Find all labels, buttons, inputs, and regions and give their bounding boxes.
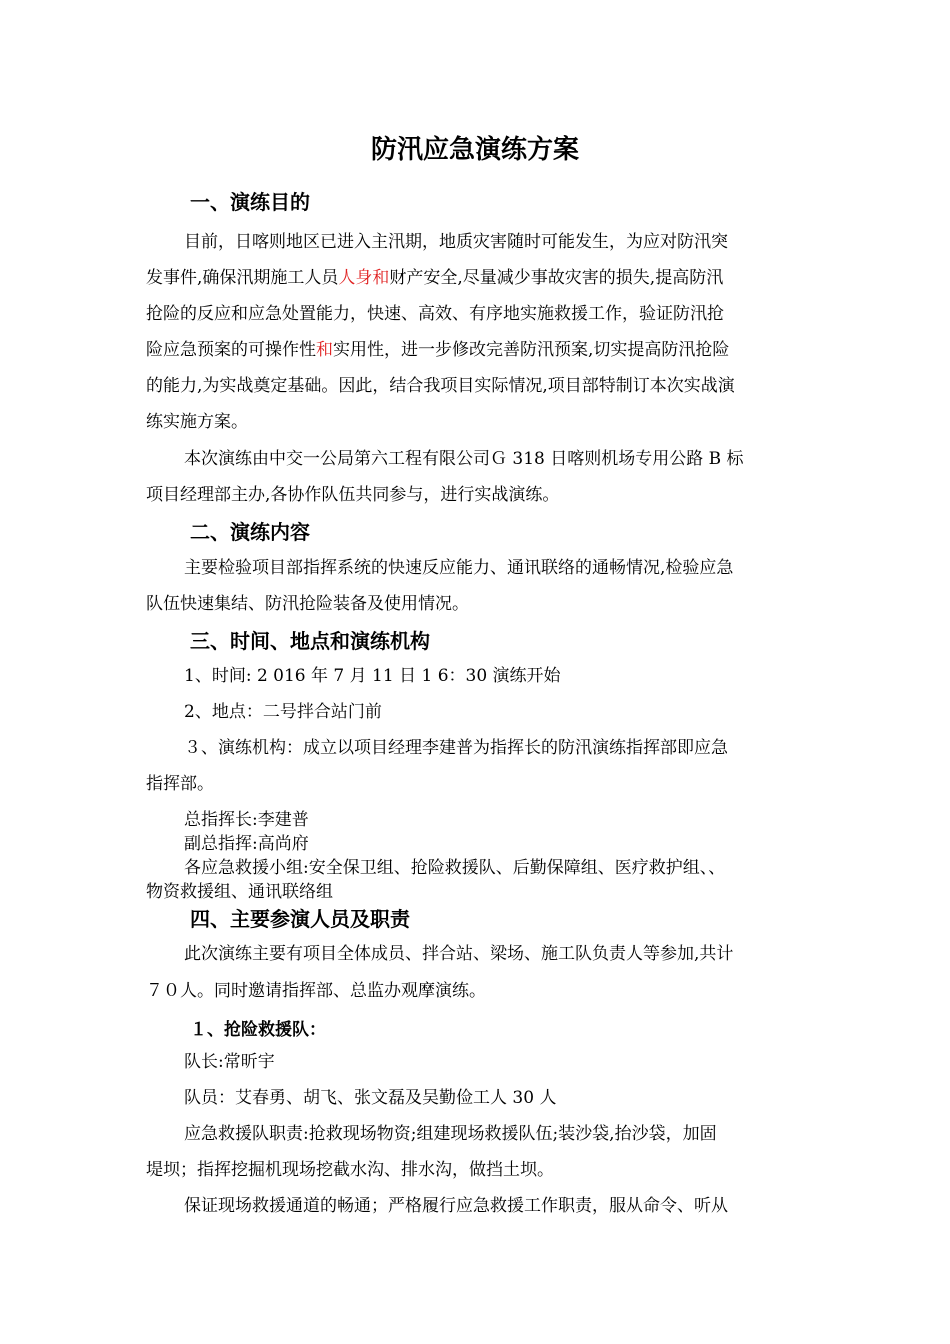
paragraph-line: 队员：艾春勇、胡飞、张文磊及吴勤俭工人 30 人 [184,1088,557,1108]
highlighted-text: 和 [316,340,333,360]
paragraph-line: 总指挥长:李建普 [184,810,309,830]
paragraph-line: 目前，日喀则地区已进入主汛期，地质灾害随时可能发生，为应对防汛突 [184,232,728,252]
paragraph-line: 队伍快速集结、防汛抢险装备及使用情况。 [146,594,469,614]
paragraph-line: ７０人。同时邀请指挥部、总监办观摩演练。 [146,981,486,1001]
paragraph-line: 副总指挥:高尚府 [184,834,309,854]
paragraph-line: 指挥部。 [146,774,214,794]
paragraph-line: 应急救援队职责:抢救现场物资;组建现场救援队伍;装沙袋,抬沙袋，加固 [184,1124,717,1144]
text-span: 实用性，进一步修改完善防汛预案,切实提高防汛抢险 [333,340,730,360]
paragraph-line: ３、演练机构：成立以项目经理李建普为指挥长的防汛演练指挥部即应急 [184,738,728,758]
paragraph-line [146,266,723,290]
text-span: 险应急预案的可操作性 [146,340,316,360]
section-heading-time-place: 三、时间、地点和演练机构 [190,629,430,653]
paragraph-line: 项目经理部主办,各协作队伍共同参与，进行实战演练。 [146,485,560,505]
paragraph-line: 抢险的反应和应急处置能力，快速、高效、有序地实施救援工作，验证防汛抢 [146,304,724,324]
section-heading-content: 二、演练内容 [190,520,310,544]
paragraph-line: 主要检验项目部指挥系统的快速反应能力、通讯联络的通畅情况,检验应急 [184,558,734,578]
paragraph-line: 2、地点：二号拌合站门前 [184,702,382,722]
paragraph-line: 各应急救援小组:安全保卫组、抢险救援队、后勤保障组、医疗救护组、、 [184,858,726,878]
paragraph-line: 此次演练主要有项目全体成员、拌合站、梁场、施工队负责人等参加,共计 [184,944,734,964]
section-heading-purpose: 一、演练目的 [190,190,310,214]
paragraph-line: 堤坝；指挥挖掘机现场挖截水沟、排水沟，做挡土坝。 [146,1160,554,1180]
text-span: 财产安全,尽量减少事故灾害的损失,提高防汛 [389,268,724,288]
paragraph-line: 练实施方案。 [146,412,248,432]
paragraph-line: 物资救援组、通讯联络组 [146,882,333,902]
paragraph-line: 队长:常昕宇 [184,1052,275,1072]
paragraph-line: 本次演练由中交一公局第六工程有限公司Ｇ 318 日喀则机场专用公路 B 标 [184,449,744,469]
highlighted-text: 人身和 [338,268,390,288]
paragraph-line: 保证现场救援通道的畅通；严格履行应急救援工作职责，服从命令、听从 [184,1196,728,1216]
subsection-heading-rescue-team: １、抢险救援队： [190,1020,326,1040]
document-title: 防汛应急演练方案 [370,135,579,165]
text-span: 发事件,确保汛期施工人员 [146,268,339,288]
section-heading-personnel: 四、主要参演人员及职责 [190,907,410,931]
paragraph-line [146,338,729,362]
paragraph-line: 1、时间: 2 016 年 7 月 11 日 1 6：30 演练开始 [184,666,561,686]
paragraph-line: 的能力,为实战奠定基础。因此，结合我项目实际情况,项目部特制订本次实战演 [146,376,735,396]
